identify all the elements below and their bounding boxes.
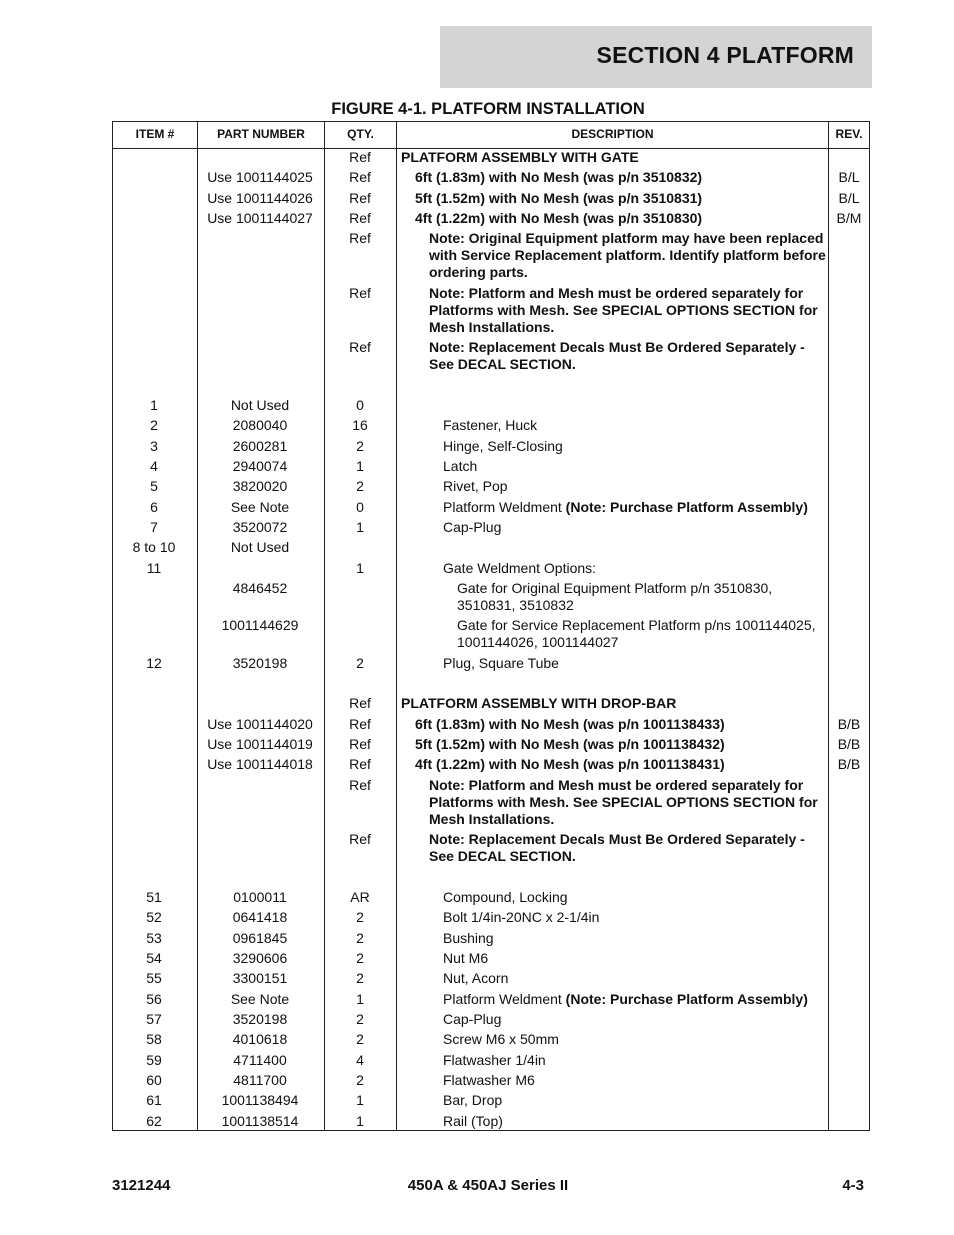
- description-cell: [443, 991, 827, 1008]
- qty-cell: 0: [356, 396, 364, 413]
- qty-cell: Ref: [349, 339, 371, 356]
- description-cell: [443, 499, 827, 516]
- description-text: 4ft (1.22m) with No Mesh (was p/n 3510830): [415, 210, 703, 227]
- part-number-cell: 1001138514: [221, 1112, 299, 1129]
- part-number-cell: Use 1001144027: [207, 210, 313, 227]
- qty-cell: 2: [356, 949, 364, 966]
- column-header-description: DESCRIPTION: [571, 127, 654, 141]
- qty-cell: Ref: [349, 736, 371, 753]
- item-number-cell: 5: [150, 478, 158, 495]
- section-title: SECTION 4 PLATFORM: [596, 42, 854, 68]
- description-cell: [443, 889, 827, 906]
- part-number-cell: Use 1001144018: [207, 756, 313, 773]
- description-text: Plug, Square Tube: [443, 654, 559, 671]
- part-number-cell: 3300151: [232, 970, 288, 987]
- footer-doc-number: 3121244: [112, 1177, 171, 1194]
- item-number-cell: 56: [146, 990, 162, 1007]
- part-number-cell: 2080040: [232, 417, 288, 434]
- qty-cell: Ref: [349, 149, 371, 165]
- description-cell: [415, 169, 827, 186]
- description-text: Nut, Acorn: [443, 970, 509, 987]
- description-cell: [443, 970, 827, 987]
- item-number-cell: 8 to 10: [132, 539, 176, 556]
- description-text: Gate for Service Replacement Platform p/ns 1001144025, 1001144026, 1001144027: [457, 617, 816, 651]
- description-text: 4ft (1.22m) with No Mesh (was p/n 1001138431): [415, 756, 725, 773]
- part-number-cell: Use 1001144020: [207, 715, 313, 732]
- description-cell: [429, 285, 827, 336]
- description-cell: [429, 230, 827, 281]
- qty-cell: Ref: [349, 776, 371, 793]
- item-number-cell: 52: [146, 909, 162, 926]
- item-number-cell: 51: [146, 888, 162, 905]
- description-cell: [443, 930, 827, 947]
- qty-cell: 2: [356, 970, 364, 987]
- part-number-cell: See Note: [230, 990, 290, 1007]
- item-number-cell: 2: [150, 417, 158, 434]
- qty-cell: Ref: [349, 695, 371, 712]
- qty-cell: 0: [356, 498, 364, 515]
- item-number-cell: 7: [150, 518, 158, 535]
- part-number-cell: 3290606: [232, 949, 288, 966]
- description-cell: [443, 417, 827, 434]
- description-cell: [443, 1072, 827, 1089]
- rev-cell: B/B: [837, 715, 861, 732]
- qty-cell: 2: [356, 654, 364, 671]
- rev-cell: B/L: [838, 189, 860, 206]
- description-text: Compound, Locking: [443, 888, 568, 905]
- description-cell: [443, 909, 827, 926]
- description-text: Gate Weldment Options:: [443, 559, 597, 576]
- part-number-cell: 3520198: [232, 654, 288, 671]
- description-text: Note: Replacement Decals Must Be Ordered Separately - See DECAL SECTION.: [429, 831, 805, 865]
- parts-table: [112, 121, 870, 1131]
- qty-cell: Ref: [349, 715, 371, 732]
- description-text: Note: Platform and Mesh must be ordered separately for Platforms with Mesh. See SPECIAL OPTIONS SECTION for Mesh Installations.: [429, 284, 818, 335]
- qty-cell: Ref: [349, 230, 371, 247]
- description-cell: [443, 655, 827, 672]
- qty-cell: 2: [356, 437, 364, 454]
- description-text: 6ft (1.83m) with No Mesh (was p/n 3510832): [415, 169, 703, 186]
- description-text: Hinge, Self-Closing: [443, 437, 563, 454]
- part-number-cell: Use 1001144026: [207, 189, 313, 206]
- description-text: Screw M6 x 50mm: [443, 1031, 559, 1048]
- description-text: Fastener, Huck: [443, 417, 538, 434]
- qty-cell: Ref: [349, 169, 371, 186]
- qty-cell: 16: [352, 417, 368, 434]
- description-cell: [457, 580, 827, 614]
- description-text: Cap-Plug: [443, 1010, 502, 1027]
- description-cell: [443, 1113, 827, 1130]
- description-text: Gate for Original Equipment Platform p/n 3510830, 3510831, 3510832: [457, 579, 773, 613]
- description-cell: [443, 950, 827, 967]
- item-number-cell: 54: [146, 949, 162, 966]
- qty-cell: 2: [356, 1071, 364, 1088]
- description-text: Note: Original Equipment platform may have been replaced with Service Replacement platform. Identify platform before ordering parts.: [429, 230, 826, 281]
- rev-cell: B/M: [836, 210, 862, 227]
- description-text: Platform Weldment: [443, 498, 562, 515]
- description-cell: [429, 339, 827, 373]
- description-cell: [443, 560, 827, 577]
- description-cell: [443, 519, 827, 536]
- description-text: Platform Weldment: [443, 990, 562, 1007]
- qty-cell: 1: [356, 518, 364, 535]
- qty-cell: 1: [356, 990, 364, 1007]
- part-number-cell: 3520072: [232, 518, 288, 535]
- item-number-cell: 53: [146, 929, 162, 946]
- description-text: Latch: [443, 457, 478, 474]
- qty-cell: Ref: [349, 284, 371, 301]
- item-number-cell: 60: [146, 1071, 162, 1088]
- description-text: Nut M6: [443, 949, 489, 966]
- description-text: Note: Platform and Mesh must be ordered separately for Platforms with Mesh. See SPECIAL OPTIONS SECTION for Mesh Installations.: [429, 776, 818, 827]
- item-number-cell: 12: [146, 654, 162, 671]
- qty-cell: 2: [356, 478, 364, 495]
- part-number-cell: 4010618: [232, 1031, 288, 1048]
- description-cell: [429, 777, 827, 828]
- description-cell: [443, 1052, 827, 1069]
- footer-page-number: 4-3: [842, 1177, 864, 1194]
- column-divider: [828, 122, 829, 1130]
- description-cell: [457, 617, 827, 651]
- qty-cell: 2: [356, 1031, 364, 1048]
- item-number-cell: 55: [146, 970, 162, 987]
- description-cell: [443, 478, 827, 495]
- part-number-cell: 3820020: [232, 478, 288, 495]
- section-header-band: [440, 26, 872, 88]
- description-text: PLATFORM ASSEMBLY WITH GATE: [401, 149, 639, 165]
- part-number-cell: 0961845: [232, 929, 288, 946]
- description-cell: [443, 1092, 827, 1109]
- part-number-cell: 4846452: [232, 579, 288, 596]
- description-text: 5ft (1.52m) with No Mesh (was p/n 3510831): [415, 189, 703, 206]
- item-number-cell: 6: [150, 498, 158, 515]
- footer-model: 450A & 450AJ Series II: [407, 1177, 569, 1194]
- description-text: Bolt 1/4in-20NC x 2-1/4in: [443, 909, 600, 926]
- description-text: Note: Replacement Decals Must Be Ordered Separately - See DECAL SECTION.: [429, 339, 805, 373]
- description-cell: [415, 210, 827, 227]
- part-number-cell: See Note: [230, 498, 290, 515]
- part-number-cell: 0641418: [232, 909, 288, 926]
- figure-title: FIGURE 4-1. PLATFORM INSTALLATION: [331, 100, 645, 118]
- column-divider: [396, 122, 397, 1130]
- qty-cell: Ref: [349, 210, 371, 227]
- item-number-cell: 1: [150, 396, 158, 413]
- rev-cell: B/L: [838, 169, 860, 186]
- part-number-cell: 4811700: [233, 1071, 287, 1088]
- column-header-item: ITEM #: [135, 127, 175, 141]
- item-number-cell: 61: [146, 1092, 162, 1109]
- description-cell: [443, 1011, 827, 1028]
- part-number-cell: 2940074: [232, 457, 288, 474]
- qty-cell: Ref: [349, 831, 371, 848]
- description-cell: [415, 736, 827, 753]
- part-number-cell: 3520198: [232, 1010, 288, 1027]
- part-number-cell: Use 1001144025: [207, 169, 313, 186]
- part-number-cell: Use 1001144019: [207, 736, 313, 753]
- description-note: (Note: Purchase Platform Assembly): [565, 498, 808, 515]
- qty-cell: Ref: [349, 756, 371, 773]
- part-number-cell: 2600281: [232, 437, 288, 454]
- qty-cell: AR: [350, 888, 370, 905]
- item-number-cell: 57: [146, 1010, 162, 1027]
- part-number-cell: 4711400: [233, 1051, 287, 1068]
- rev-cell: B/B: [837, 736, 861, 753]
- description-cell: [443, 458, 827, 475]
- column-header-rev: REV.: [835, 127, 863, 141]
- description-cell: [415, 190, 827, 207]
- description-text: 5ft (1.52m) with No Mesh (was p/n 1001138432): [415, 736, 725, 753]
- description-text: 6ft (1.83m) with No Mesh (was p/n 1001138433): [415, 715, 725, 732]
- description-cell: [429, 831, 827, 865]
- description-cell: [443, 438, 827, 455]
- column-header-part-number: PART NUMBER: [217, 127, 305, 141]
- item-number-cell: 4: [150, 457, 158, 474]
- qty-cell: 2: [356, 909, 364, 926]
- description-text: Bushing: [443, 929, 494, 946]
- qty-cell: Ref: [349, 189, 371, 206]
- description-text: Flatwasher 1/4in: [443, 1051, 546, 1068]
- item-number-cell: 62: [146, 1112, 162, 1129]
- description-text: Bar, Drop: [443, 1092, 503, 1109]
- description-text: Flatwasher M6: [443, 1071, 535, 1088]
- part-number-cell: 1001144629: [221, 617, 299, 634]
- item-number-cell: 3: [150, 437, 158, 454]
- qty-cell: 4: [356, 1051, 364, 1068]
- description-cell: [443, 1031, 827, 1048]
- item-number-cell: 58: [146, 1031, 162, 1048]
- description-cell: [401, 695, 827, 712]
- item-number-cell: 59: [146, 1051, 162, 1068]
- description-note: (Note: Purchase Platform Assembly): [565, 990, 808, 1007]
- qty-cell: 2: [356, 929, 364, 946]
- description-cell: [401, 149, 827, 166]
- part-number-cell: 0100011: [233, 888, 287, 905]
- qty-cell: 1: [356, 457, 364, 474]
- description-text: Rivet, Pop: [443, 478, 508, 495]
- item-number-cell: 11: [146, 559, 162, 576]
- description-cell: [415, 756, 827, 773]
- description-text: PLATFORM ASSEMBLY WITH DROP-BAR: [401, 695, 677, 712]
- qty-cell: 1: [356, 559, 364, 576]
- qty-cell: 1: [356, 1112, 364, 1129]
- description-text: Cap-Plug: [443, 518, 502, 535]
- column-header-qty: QTY.: [347, 127, 374, 141]
- qty-cell: 2: [356, 1010, 364, 1027]
- qty-cell: 1: [356, 1092, 364, 1109]
- description-cell: [415, 716, 827, 733]
- part-number-cell: Not Used: [230, 396, 290, 413]
- part-number-cell: Not Used: [230, 539, 290, 556]
- rev-cell: B/B: [837, 756, 861, 773]
- part-number-cell: 1001138494: [221, 1092, 299, 1109]
- description-text: Rail (Top): [443, 1112, 503, 1129]
